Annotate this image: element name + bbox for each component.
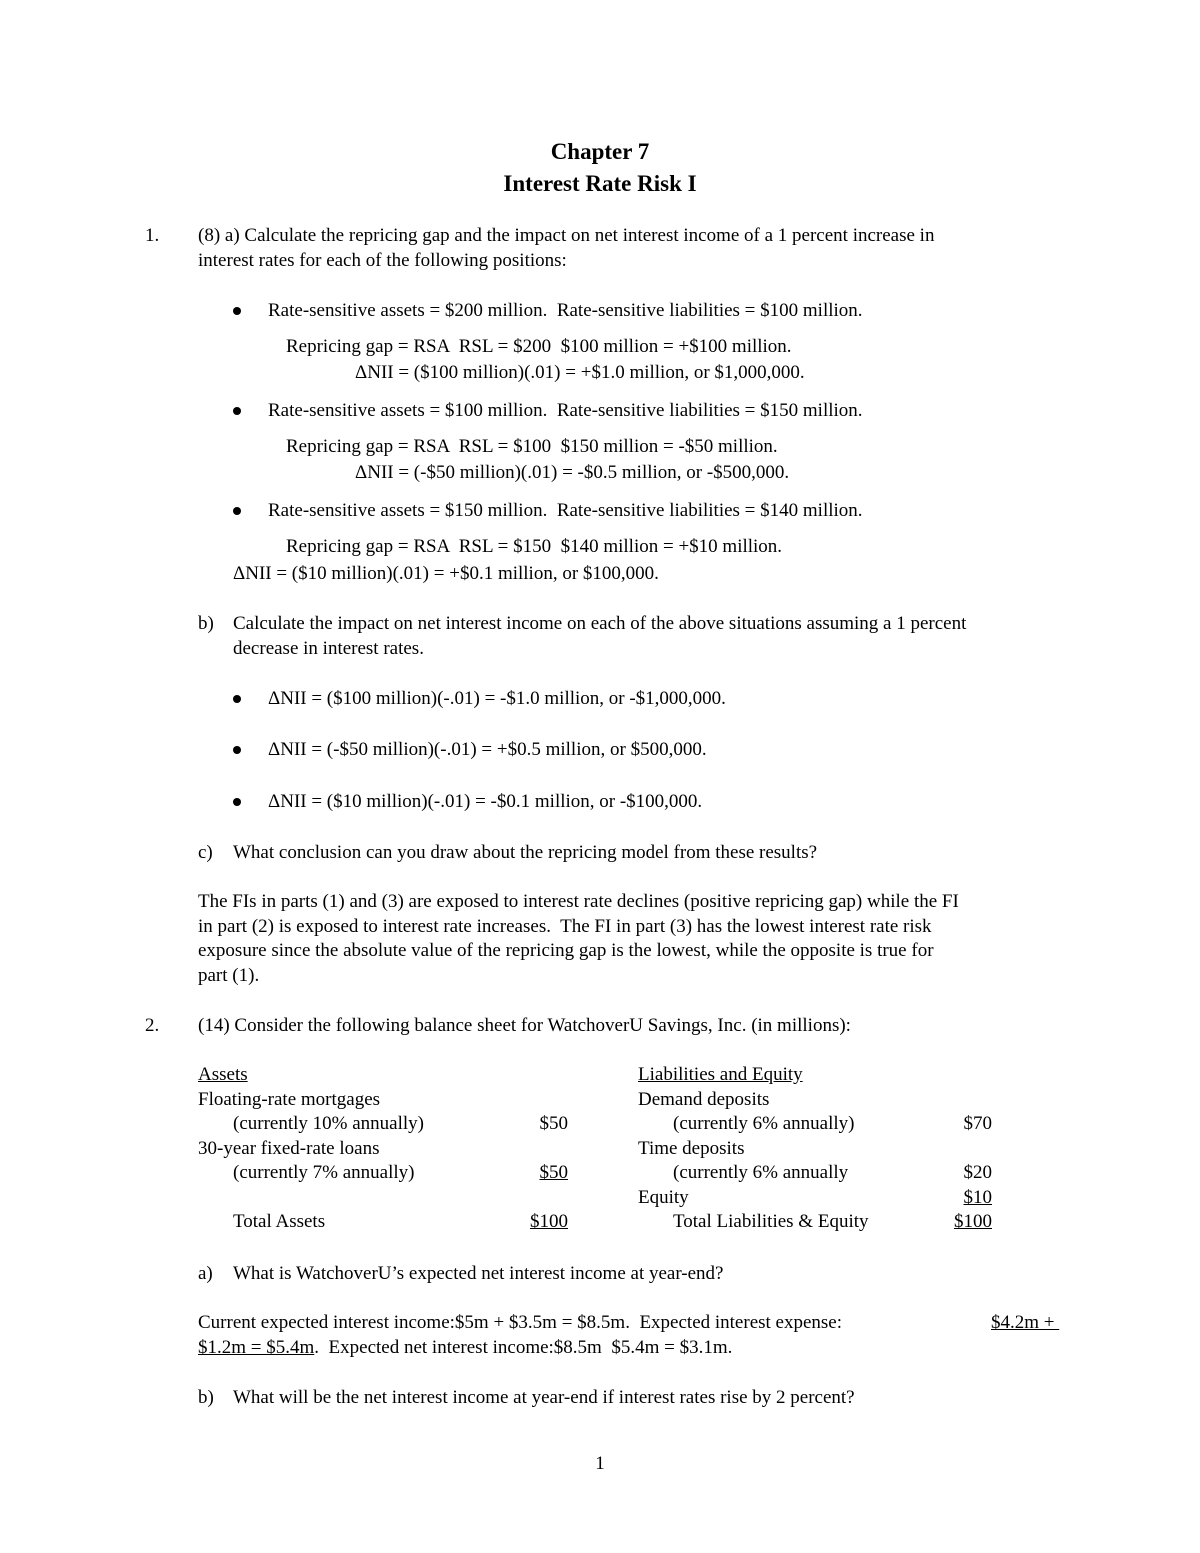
asset-label: 30-year fixed-rate loans bbox=[198, 1138, 380, 1159]
q2-a-question: What is WatchoverU’s expected net interest income at year-end? bbox=[233, 1263, 724, 1284]
bullet-icon bbox=[233, 507, 241, 515]
q2-b-question: What will be the net interest income at year-end if interest rates rise by 2 percent? bbox=[233, 1387, 855, 1408]
asset-label: (currently 10% annually) bbox=[233, 1113, 424, 1134]
asset-value: $50 bbox=[539, 1113, 568, 1134]
q1-prompt-line1: (8) a) Calculate the repricing gap and the impact on net interest income of a 1 percent increase in bbox=[198, 225, 935, 246]
position-1: Rate-sensitive assets = $200 million. Rate-sensitive liabilities = $100 million. bbox=[268, 300, 863, 321]
b-answer-1: ΔNII = ($100 million)(-.01) = -$1.0 million, or -$1,000,000. bbox=[268, 688, 726, 709]
repricing-gap-2: Repricing gap = RSA RSL = $100 $150 million = -$50 million. bbox=[286, 436, 778, 457]
bullet-icon bbox=[233, 798, 241, 806]
nii-3: ΔNII = ($10 million)(.01) = +$0.1 million, or $100,000. bbox=[233, 563, 659, 584]
equity-label: Equity bbox=[638, 1187, 689, 1208]
q1-prompt-line2: interest rates for each of the following positions: bbox=[198, 250, 567, 271]
liability-label: (currently 6% annually bbox=[673, 1162, 849, 1183]
q2-a-answer-line1: Current expected interest income:$5m + $3.5m = $8.5m. Expected interest expense: bbox=[198, 1312, 843, 1333]
chapter-heading: Chapter 7 bbox=[550, 139, 650, 164]
q2-prompt: (14) Consider the following balance sheet for WatchoverU Savings, Inc. (in millions): bbox=[198, 1015, 851, 1036]
liability-label: Time deposits bbox=[638, 1138, 745, 1159]
liability-value: $20 bbox=[963, 1162, 992, 1183]
liability-value: $70 bbox=[963, 1113, 992, 1134]
asset-label: Floating-rate mortgages bbox=[198, 1089, 381, 1110]
position-3: Rate-sensitive assets = $150 million. Rate-sensitive liabilities = $140 million. bbox=[268, 500, 863, 521]
liability-label: (currently 6% annually) bbox=[673, 1113, 855, 1134]
chapter-title: Interest Rate Risk I bbox=[503, 171, 697, 196]
q1-c-question: What conclusion can you draw about the repricing model from these results? bbox=[233, 842, 818, 863]
liabilities-header: Liabilities and Equity bbox=[638, 1064, 803, 1085]
bullet-icon bbox=[233, 746, 241, 754]
bullet-icon bbox=[233, 695, 241, 703]
q2-b-label: b) bbox=[198, 1387, 214, 1408]
page-number: 1 bbox=[595, 1453, 605, 1474]
q2-a-label: a) bbox=[198, 1263, 213, 1284]
equity-value: $10 bbox=[963, 1187, 992, 1208]
asset-label: (currently 7% annually) bbox=[233, 1162, 415, 1183]
repricing-gap-1: Repricing gap = RSA RSL = $200 $100 million = +$100 million. bbox=[286, 336, 792, 357]
q1-b-line2: decrease in interest rates. bbox=[233, 638, 424, 659]
nii-1: ΔNII = ($100 million)(.01) = +$1.0 million, or $1,000,000. bbox=[355, 362, 805, 383]
position-2: Rate-sensitive assets = $100 million. Rate-sensitive liabilities = $150 million. bbox=[268, 400, 863, 421]
q2-a-answer-rest: . Expected net interest income:$8.5m $5.4m = $3.1m. bbox=[314, 1337, 733, 1358]
repricing-gap-3: Repricing gap = RSA RSL = $150 $140 million = +$10 million. bbox=[286, 536, 783, 557]
liability-label: Demand deposits bbox=[638, 1089, 770, 1110]
bullet-icon bbox=[233, 307, 241, 315]
q1-c-label: c) bbox=[198, 842, 213, 863]
asset-value: $50 bbox=[539, 1162, 568, 1183]
assets-header: Assets bbox=[198, 1064, 248, 1085]
q2-a-answer-line2 bbox=[198, 1336, 732, 1360]
b-answer-2: ΔNII = (-$50 million)(-.01) = +$0.5 million, or $500,000. bbox=[268, 739, 707, 760]
c-answer-line: in part (2) is exposed to interest rate increases. The FI in part (3) has the lowest interest rate risk bbox=[198, 916, 932, 937]
nii-2: ΔNII = (-$50 million)(.01) = -$0.5 million, or -$500,000. bbox=[355, 462, 790, 483]
q2-a-answer-underlined: $1.2m = $5.4m bbox=[198, 1337, 315, 1358]
bullet-icon bbox=[233, 407, 241, 415]
c-answer-line: part (1). bbox=[198, 965, 260, 986]
q1-b-label: b) bbox=[198, 613, 214, 634]
total-liabilities-label: Total Liabilities & Equity bbox=[673, 1211, 869, 1232]
q1-b-line1: Calculate the impact on net interest income on each of the above situations assuming a 1 percent bbox=[233, 613, 967, 634]
q1-number: 1. bbox=[145, 225, 160, 246]
total-assets-value: $100 bbox=[530, 1211, 568, 1232]
q2-a-answer-line1-end: $4.2m + bbox=[991, 1312, 1060, 1333]
total-liabilities-value: $100 bbox=[954, 1211, 992, 1232]
q2-number: 2. bbox=[145, 1015, 160, 1036]
total-assets-label: Total Assets bbox=[233, 1211, 326, 1232]
c-answer-line: exposure since the absolute value of the repricing gap is the lowest, while the opposite is true for bbox=[198, 940, 934, 961]
b-answer-3: ΔNII = ($10 million)(-.01) = -$0.1 million, or -$100,000. bbox=[268, 791, 703, 812]
c-answer-line: The FIs in parts (1) and (3) are exposed to interest rate declines (positive repricing gap) while the FI bbox=[198, 891, 959, 912]
